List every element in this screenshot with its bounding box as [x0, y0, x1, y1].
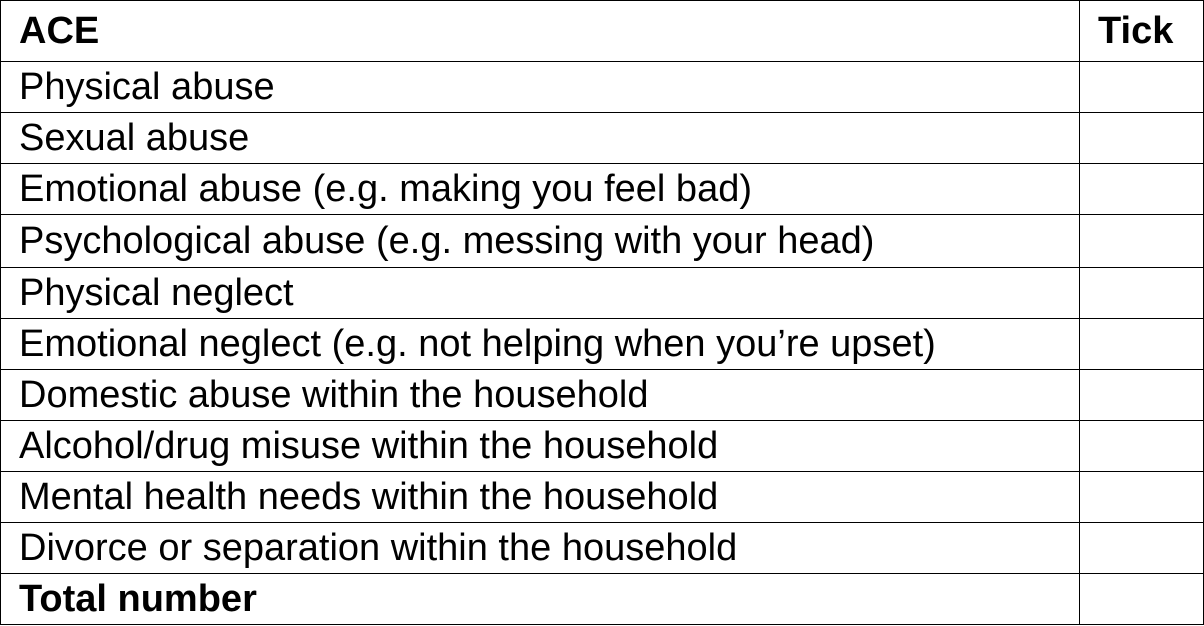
- ace-item-label: Mental health needs within the household: [1, 472, 1080, 523]
- tick-cell[interactable]: [1080, 215, 1204, 268]
- ace-item-label: Physical neglect: [1, 268, 1080, 319]
- table-row: [1, 113, 1204, 164]
- table-row: [1, 164, 1204, 215]
- table-row: [1, 62, 1204, 113]
- table-row: [1, 268, 1204, 319]
- tick-cell[interactable]: [1080, 421, 1204, 472]
- tick-cell[interactable]: [1080, 113, 1204, 164]
- tick-cell[interactable]: [1080, 268, 1204, 319]
- tick-cell[interactable]: [1080, 370, 1204, 421]
- ace-column-header: ACE: [1, 1, 1080, 62]
- ace-item-label: Alcohol/drug misuse within the household: [1, 421, 1080, 472]
- ace-item-label: Physical abuse: [1, 62, 1080, 113]
- table-row: [1, 523, 1204, 574]
- table-row: [1, 319, 1204, 370]
- tick-cell[interactable]: [1080, 523, 1204, 574]
- table-row: [1, 215, 1204, 268]
- total-row: [1, 574, 1204, 625]
- table-row: [1, 370, 1204, 421]
- total-number-label: Total number: [1, 574, 1080, 625]
- ace-item-label: Divorce or separation within the household: [1, 523, 1080, 574]
- table-header-row: [1, 1, 1204, 62]
- ace-item-label: Sexual abuse: [1, 113, 1080, 164]
- total-number-cell[interactable]: [1080, 574, 1204, 625]
- ace-item-label: Emotional neglect (e.g. not helping when you’re upset): [1, 319, 1080, 370]
- tick-cell[interactable]: [1080, 62, 1204, 113]
- tick-cell[interactable]: [1080, 472, 1204, 523]
- ace-item-label: Domestic abuse within the household: [1, 370, 1080, 421]
- ace-item-label: Emotional abuse (e.g. making you feel bad): [1, 164, 1080, 215]
- table-row: [1, 421, 1204, 472]
- tick-cell[interactable]: [1080, 164, 1204, 215]
- tick-column-header: Tick: [1080, 1, 1204, 62]
- ace-item-label: Psychological abuse (e.g. messing with your head): [1, 215, 1080, 268]
- table-row: [1, 472, 1204, 523]
- tick-cell[interactable]: [1080, 319, 1204, 370]
